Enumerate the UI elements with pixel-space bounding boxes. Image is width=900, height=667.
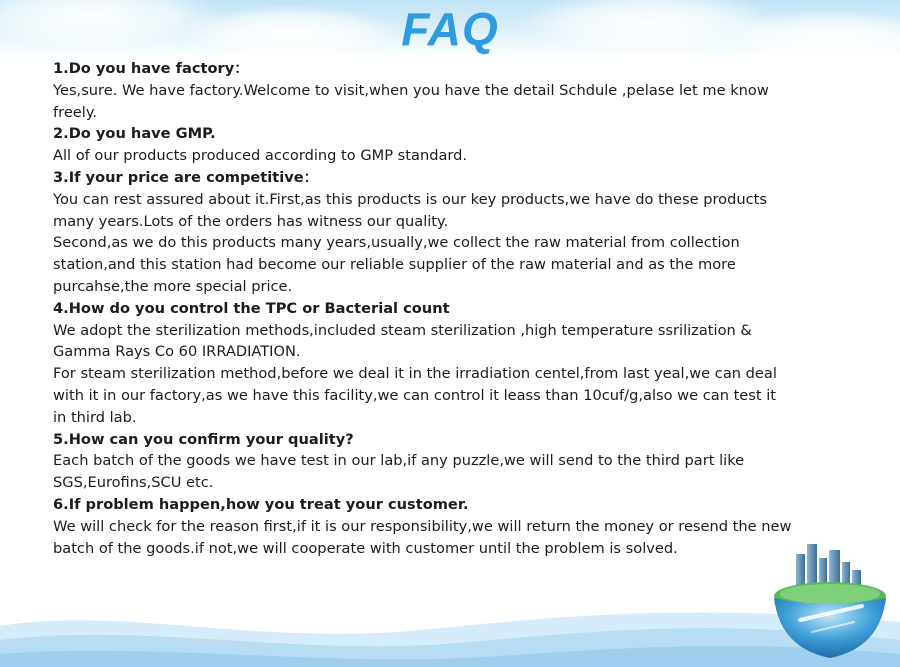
faq-item [53,298,793,429]
faq-question: 1.Do you have factory： [53,60,249,77]
faq-answer: We will check for the reason first,if it is our responsibility,we will return the money or resend the new batch of the goods.if not,we will cooperate with customer until the problem is solved. [53,517,792,557]
faq-answer: Yes,sure. We have factory.Welcome to visit,when you have the detail Schdule ,pelase let me know freely. [53,81,769,121]
faq-question: 3.If your price are competitive： [53,168,319,186]
faq-list [53,58,793,559]
faq-item [53,123,793,167]
faq-answer: You can rest assured about it.First,as this products is our key products,we have do these products many years.Lots of the orders has witness our quality. [53,190,767,230]
faq-answer: All of our products produced according to GMP standard. [53,147,468,165]
faq-answer: Second,as we do this products many years,usually,we collect the raw material from collection station,and this station had become our reliable supplier of the raw material and as the more purcahse,the more special price. [53,234,740,295]
faq-answer: Each batch of the goods we have test in our lab,if any puzzle,we will send to the third part like SGS,Eurofins,SCU etc. [53,452,745,492]
faq-item [53,429,793,494]
faq-item [53,167,793,298]
globe-city-icon [770,540,890,662]
page-title: FAQ [401,3,499,55]
faq-answer: We adopt the sterilization methods,included steam sterilization ,high temperature ssrilization & Gamma Rays Co 60 IRRADIATION. [53,321,752,361]
faq-question: 4.How do you control the TPC or Bacterial count [53,299,450,317]
wave-decoration [0,596,900,667]
faq-question: 2.Do you have GMP. [53,125,216,143]
faq-item [53,494,793,559]
faq-question: 5.How can you confirm your quality? [53,430,354,448]
faq-question: 6.If problem happen,how you treat your customer. [53,495,469,513]
faq-item [53,58,793,123]
sky-banner [0,0,900,58]
faq-answer: For steam sterilization method,before we deal it in the irradiation centel,from last yeal,we can deal with it in our factory,as we have this facility,we can control it leass than 10cuf/g,also we can test it in third lab. [53,365,777,426]
